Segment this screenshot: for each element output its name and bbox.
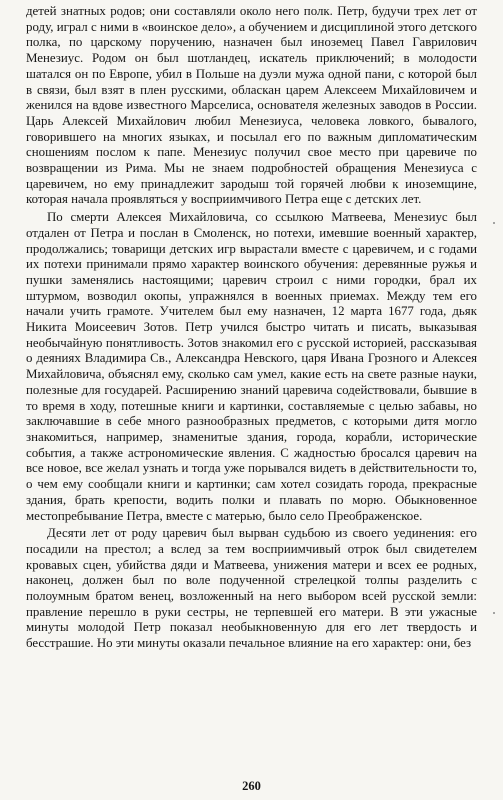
scan-speck [493, 222, 495, 224]
paragraph-2: По смерти Алексея Михайловича, со ссылкою Матвеева, Менезиус был отдален от Петра и послан в Смоленск, но потехи, имевшие военный характер, продолжались; товарищи детских игр вырастали вместе с царевичем, и с годами их потехи принимали прямо характер воинского обучения: деревянные ружья и пушки заменялись настоящими; царевич строил с ними городки, брал их штурмом, возводил окопы, упражнялся в военных приемах. Между тем его начали учить грамоте. Учителем был ему назначен, 12 марта 1677 года, дьяк Никита Моисеевич Зотов. Петр учился быстро читать и писать, выказывая необычайную понятливость. Зотов знакомил его с русской историей, рассказывая о деяниях Владимира Св., Александра Невского, царя Ивана Грозного и Алексея Михайловича, объяснял ему, сколько сам умел, какие есть на свете разные науки, полезные для государей. Расширению знаний царевича содействовали, бывшие в то время в ходу, потешные книги и картинки, составляемые с целью забавы, но заключавшие в себе много разнообразных предметов, с которыми дитя могло знакомиться, например, знаменитые здания, города, корабли, исторические события, а также астрономические явления. С жадностью бросался царевич на все новое, все желал узнать и тогда уже порывался видеть в действительности то, о чем ему сообщали книги и картинки; сам хотел созидать города, прекрасные здания, брать крепости, водить полки и плавать по морю. Обыкновенное местопребывание Петра, вместе с матерью, было село Преображенское. [26, 210, 477, 523]
body-text [26, 4, 477, 652]
paragraph-1: детей знатных родов; они составляли около него полк. Петр, будучи трех лет от роду, играл с ними в «воинское дело», а обучением и дисциплиной этого детского полка, по царскому поручению, назначен был иноземец Павел Гаврилович Менезиус. Родом он был шотландец, искатель приключений; в молодости шатался он по Европе, убил в Польше на дуэли мужа одной пани, с которой был в связи, был взят в плен русскими, обласкан царем Алексеем Михайловичем и женился на вдове известного Марселиса, основателя железных заводов в России. Царь Алексей Михайлович любил Менезиуса, человека ловкого, бывалого, говорившего на многих языках, и посылал его по важным дипломатическим сношениям послом к папе. Менезиус получил свое место при царевиче по возвращении из Рима. Мы не знаем подробностей обращения Менезиуса с царевичем, но ему принадлежит зародыш той горячей любви к иноземщине, которая начала проявляться у восприимчивого Петра еще с детских лет. [26, 4, 477, 207]
paragraph-3: Десяти лет от роду царевич был вырван судьбою из своего уединения: его посадили на престол; а вслед за тем восприимчивый отрок был свидетелем кровавых сцен, убийства дяди и Матвеева, унижения матери и всех ее родных, наконец, должен был по воле подученной стрелецкой толпы разделить с полоумным братом венец, возложенный на него выбором всей русской земли: правление перешло в руки сестры, не терпевшей его матери. В эти ужасные минуты молодой Петр показал необыкновенную для его лет твердость и бесстрашие. Но эти минуты оказали печальное влияние на его характер: они, без [26, 526, 477, 651]
page-number: 260 [242, 779, 261, 793]
scan-speck [493, 612, 495, 614]
